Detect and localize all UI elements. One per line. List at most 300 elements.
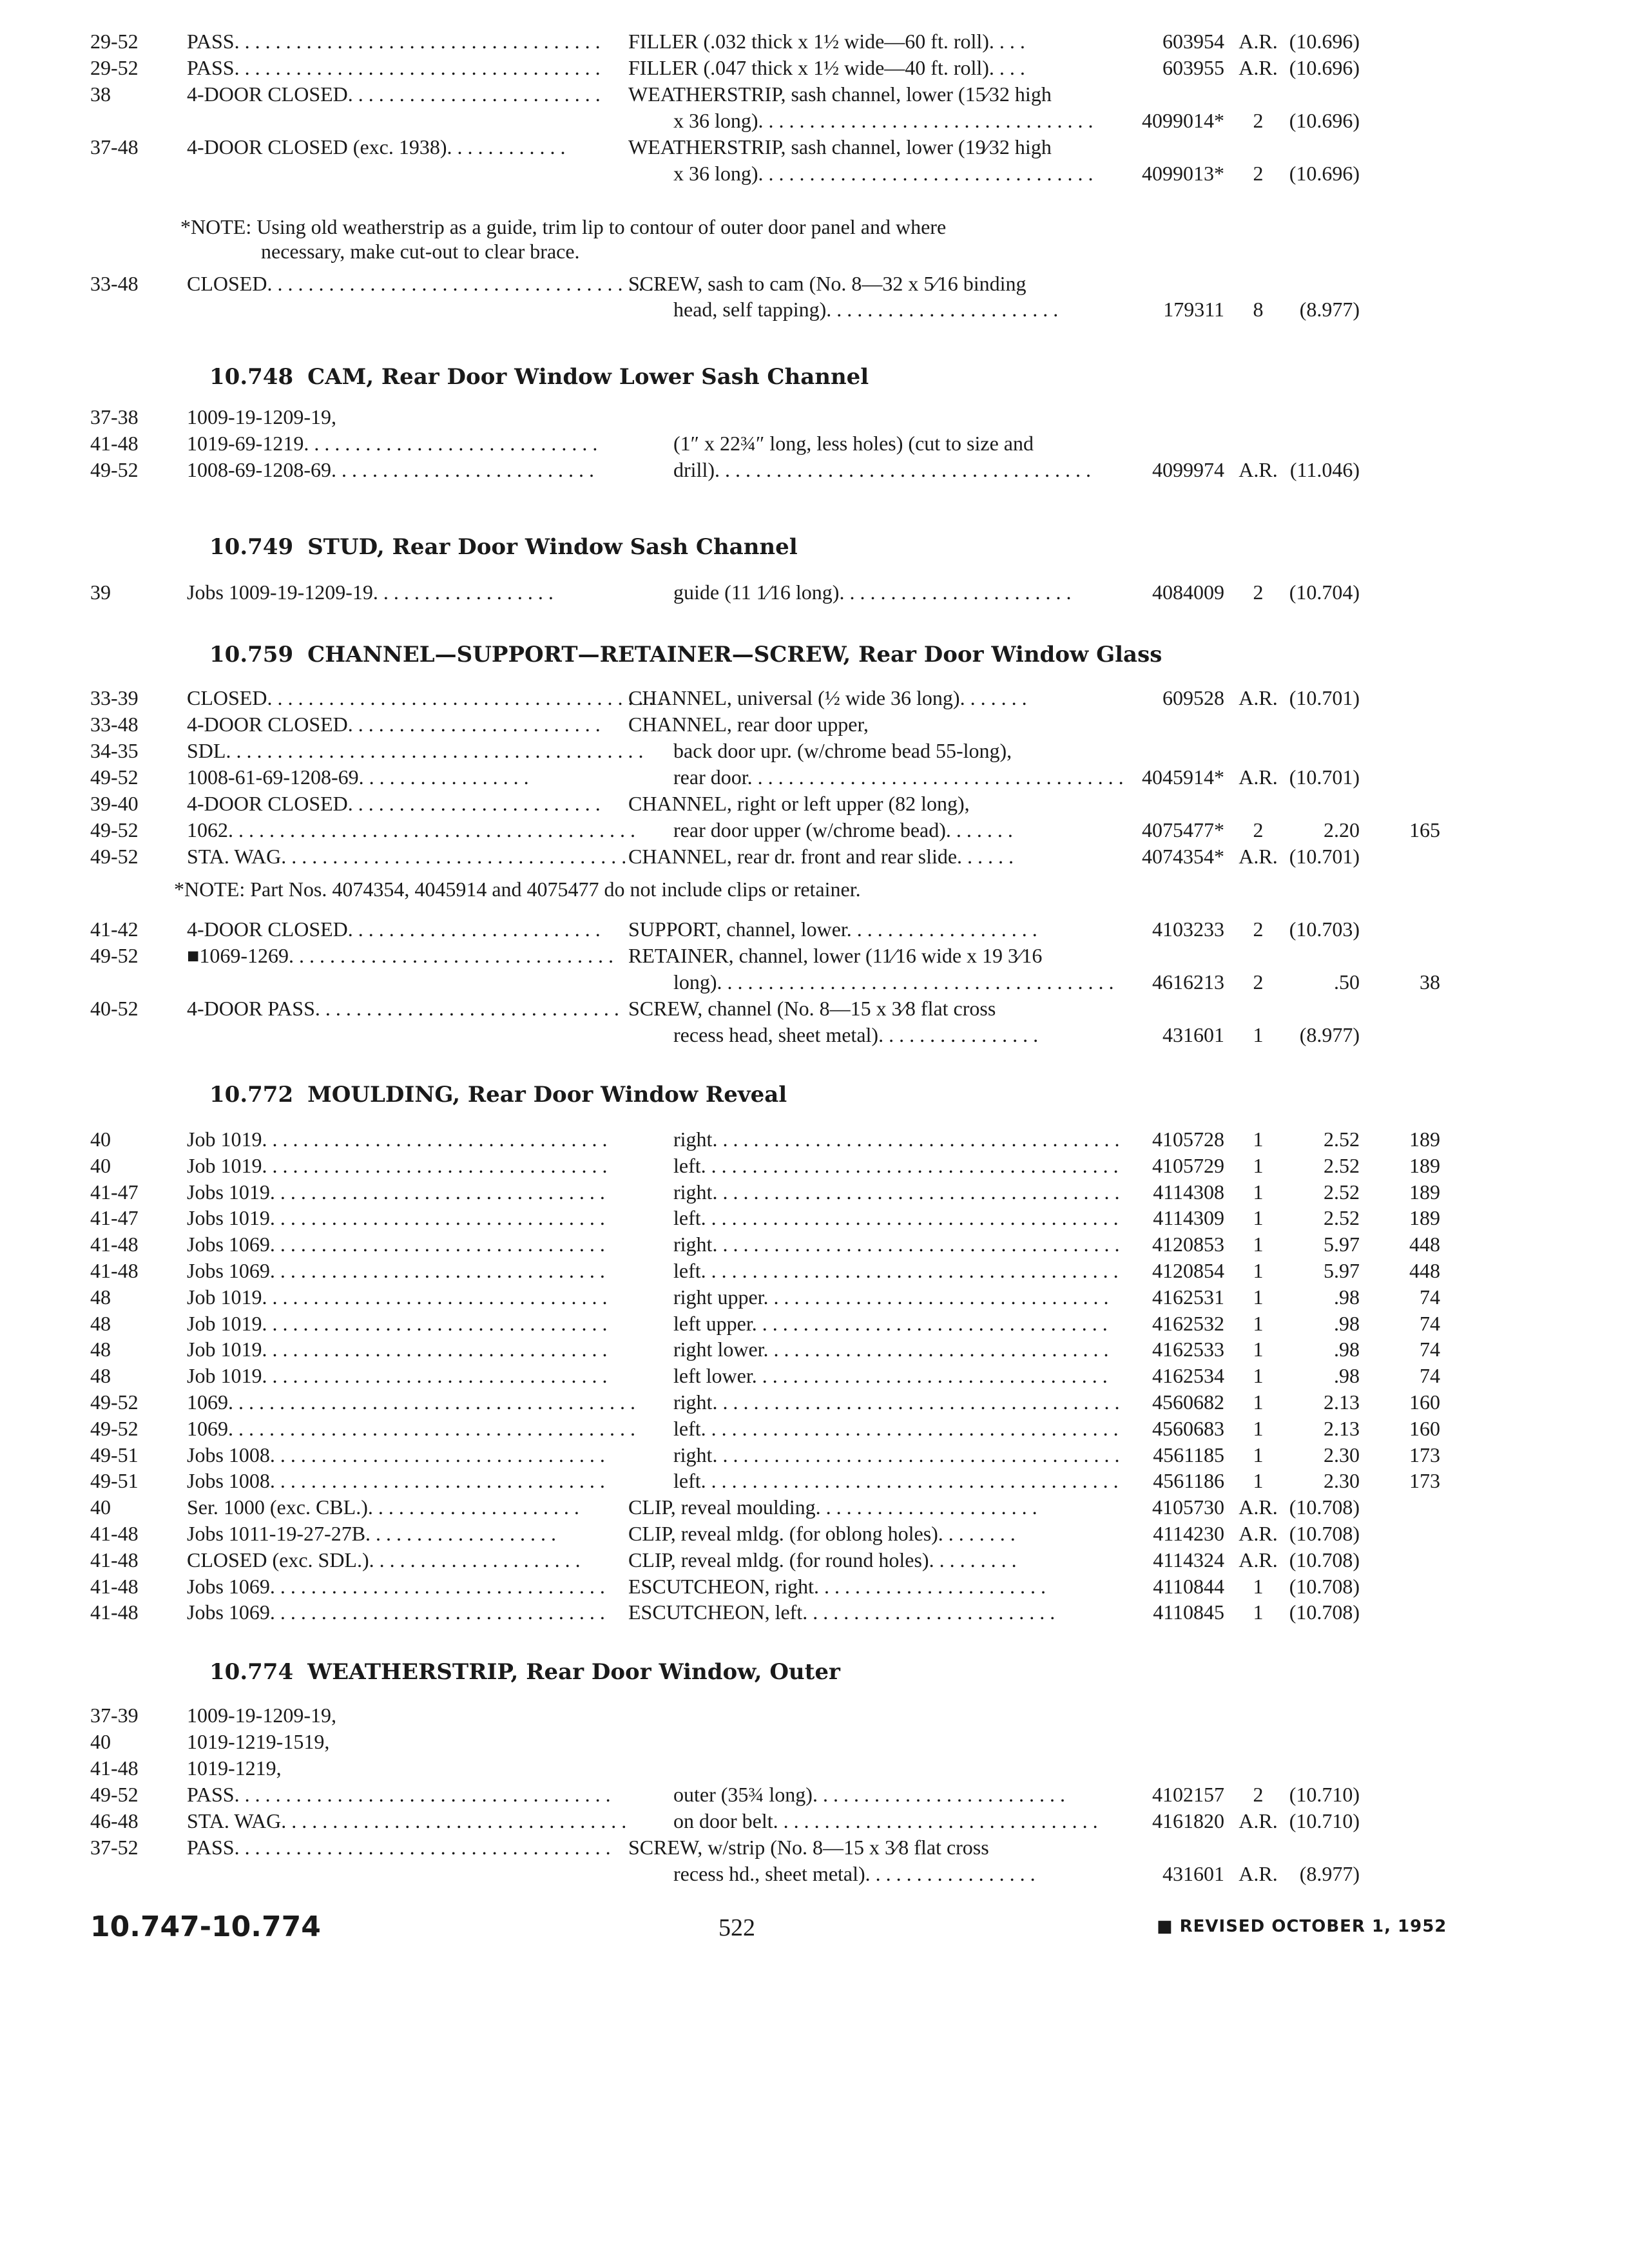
price-or-reference: (8.977)	[1299, 1862, 1360, 1885]
quantity: 1	[1253, 1311, 1264, 1335]
model-body: 4-DOOR CLOSED. . . . . . . . . . . . . . . . . . . . . . . . .	[187, 792, 601, 815]
table-row	[0, 269, 1629, 298]
part-number: 4110845	[1153, 1600, 1224, 1624]
quantity: A.R.	[1239, 1809, 1278, 1832]
year-range: 33-39	[90, 686, 139, 709]
group-code: 74	[1420, 1338, 1440, 1361]
year-range: 33-48	[90, 272, 139, 295]
part-number: 4114309	[1153, 1206, 1224, 1230]
quantity: 1	[1253, 1364, 1264, 1388]
year-range: 48	[90, 1285, 111, 1309]
weatherstrip-note-line-2: necessary, make cut-out to clear brace.	[261, 240, 580, 263]
year-range: 49-52	[90, 818, 139, 841]
group-code: 74	[1420, 1311, 1440, 1335]
year-range: 41-48	[90, 1756, 139, 1780]
part-description: CLIP, reveal mldg. (for round holes). . . . . . . . .	[628, 1548, 1017, 1571]
model-body: Jobs 1008. . . . . . . . . . . . . . . . . . . . . . . . . . . . . . . . .	[187, 1469, 605, 1493]
group-code: 165	[1409, 818, 1440, 841]
part-description: head, self tapping). . . . . . . . . . . . . . . . . . . . . . .	[673, 298, 1059, 321]
year-range: 33-48	[90, 713, 139, 736]
quantity: 2	[1253, 1783, 1264, 1806]
part-number: 4616213	[1152, 970, 1224, 994]
model-body: Job 1019. . . . . . . . . . . . . . . . . . . . . . . . . . . . . . . . . .	[187, 1153, 608, 1177]
group-code: 189	[1409, 1180, 1440, 1204]
year-range: 41-42	[90, 918, 139, 941]
part-description: x 36 long). . . . . . . . . . . . . . . . . . . . . . . . . . . . . . . . .	[673, 162, 1094, 185]
part-number: 431601	[1162, 1862, 1224, 1885]
part-description: (1″ x 22¾″ long, less holes) (cut to size and	[673, 432, 1034, 455]
part-description: CLIP, reveal moulding. . . . . . . . . . . . . . . . . . . . . .	[628, 1495, 1037, 1519]
model-body: STA. WAG. . . . . . . . . . . . . . . . . . . . . . . . . . . . . . . . . .	[187, 1809, 627, 1832]
part-description: ESCUTCHEON, right. . . . . . . . . . . . . . . . . . . . . . .	[628, 1574, 1046, 1598]
price-or-reference: (10.704)	[1289, 581, 1360, 604]
year-range: 41-48	[90, 1574, 139, 1598]
part-number: 4075477*	[1142, 818, 1224, 841]
section-heading-10759	[209, 640, 1162, 669]
part-number: 431601	[1162, 1023, 1224, 1046]
part-description: rear door. . . . . . . . . . . . . . . . . . . . . . . . . . . . . . . . . . . . .	[673, 765, 1124, 789]
table-row	[0, 133, 1629, 161]
table-row	[0, 789, 1629, 818]
model-body: STA. WAG. . . . . . . . . . . . . . . . . . . . . . . . . . . . . . . . . .	[187, 845, 627, 868]
table-row	[0, 1833, 1629, 1861]
part-description: SCREW, sash to cam (No. 8—32 x 5⁄16 binding	[628, 272, 1027, 295]
quantity: A.R.	[1239, 686, 1278, 709]
part-number: 4099974	[1152, 458, 1224, 481]
table-row	[0, 915, 1629, 943]
model-body: Jobs 1008. . . . . . . . . . . . . . . . . . . . . . . . . . . . . . . . .	[187, 1443, 605, 1466]
revision-date: ■ REVISED OCTOBER 1, 1952	[1157, 1917, 1447, 1936]
model-body: Jobs 1069. . . . . . . . . . . . . . . . . . . . . . . . . . . . . . . . .	[187, 1259, 605, 1282]
quantity: A.R.	[1239, 765, 1278, 789]
part-number: 603955	[1162, 56, 1224, 79]
table-row	[0, 1309, 1629, 1338]
year-range: 40	[90, 1730, 111, 1753]
table-row	[0, 456, 1629, 484]
part-number: 4099014*	[1142, 109, 1224, 132]
table-row	[0, 1414, 1629, 1443]
model-body: Jobs 1069. . . . . . . . . . . . . . . . . . . . . . . . . . . . . . . . .	[187, 1233, 605, 1256]
group-code: 448	[1409, 1259, 1440, 1282]
table-row	[0, 1807, 1629, 1835]
year-range: 41-48	[90, 1548, 139, 1571]
part-description: SCREW, channel (No. 8—15 x 3⁄8 flat cross	[628, 997, 996, 1020]
part-description: left. . . . . . . . . . . . . . . . . . . . . . . . . . . . . . . . . . . . . . . . .	[673, 1206, 1119, 1230]
page-number: 522	[718, 1914, 755, 1941]
part-description: long). . . . . . . . . . . . . . . . . . . . . . . . . . . . . . . . . . . . . . .	[673, 970, 1114, 994]
model-body: 1008-69-1208-69. . . . . . . . . . . . . . . . . . . . . . . . . .	[187, 458, 594, 481]
year-range: 41-48	[90, 1522, 139, 1545]
table-row	[0, 1441, 1629, 1469]
year-range: 49-52	[90, 944, 139, 967]
group-code: 448	[1409, 1233, 1440, 1256]
part-description: left. . . . . . . . . . . . . . . . . . . . . . . . . . . . . . . . . . . . . . . . .	[673, 1469, 1119, 1493]
price-or-reference: (10.708)	[1289, 1548, 1360, 1571]
quantity: A.R.	[1239, 458, 1278, 481]
part-description: rear door upper (w/chrome bead). . . . . . .	[673, 818, 1013, 841]
year-range: 39-40	[90, 792, 139, 815]
model-body: CLOSED (exc. SDL.). . . . . . . . . . . . . . . . . . . . .	[187, 1548, 581, 1571]
quantity: 2	[1253, 918, 1264, 941]
part-number: 4103233	[1152, 918, 1224, 941]
part-description: right. . . . . . . . . . . . . . . . . . . . . . . . . . . . . . . . . . . . . . . .	[673, 1233, 1120, 1256]
model-body: 4-DOOR CLOSED. . . . . . . . . . . . . . . . . . . . . . . . .	[187, 82, 601, 106]
model-body: 4-DOOR CLOSED. . . . . . . . . . . . . . . . . . . . . . . . .	[187, 918, 601, 941]
part-description: left. . . . . . . . . . . . . . . . . . . . . . . . . . . . . . . . . . . . . . . . .	[673, 1259, 1119, 1282]
year-range: 41-48	[90, 1259, 139, 1282]
section-title: CAM, Rear Door Window Lower Sash Channel	[307, 364, 869, 390]
part-description: SUPPORT, channel, lower. . . . . . . . . . . . . . . . . . .	[628, 918, 1037, 941]
part-description: left. . . . . . . . . . . . . . . . . . . . . . . . . . . . . . . . . . . . . . . . .	[673, 1416, 1119, 1440]
part-number: 4561186	[1153, 1469, 1224, 1493]
price-or-reference: 2.13	[1324, 1416, 1360, 1440]
quantity: A.R.	[1239, 56, 1278, 79]
price-or-reference: 2.30	[1324, 1469, 1360, 1493]
model-body: Jobs 1019. . . . . . . . . . . . . . . . . . . . . . . . . . . . . . . . .	[187, 1206, 605, 1230]
price-or-reference: (10.703)	[1289, 918, 1360, 941]
model-body: Job 1019. . . . . . . . . . . . . . . . . . . . . . . . . . . . . . . . . .	[187, 1128, 608, 1151]
year-range: 41-48	[90, 432, 139, 455]
year-range: 40	[90, 1128, 111, 1151]
model-body: 4-DOOR CLOSED. . . . . . . . . . . . . . . . . . . . . . . . .	[187, 713, 601, 736]
part-number: 4110844	[1153, 1574, 1224, 1598]
table-row	[0, 763, 1629, 791]
model-body: Job 1019. . . . . . . . . . . . . . . . . . . . . . . . . . . . . . . . . .	[187, 1311, 608, 1335]
quantity: A.R.	[1239, 30, 1278, 53]
price-or-reference: (11.046)	[1289, 458, 1360, 481]
part-description: SCREW, w/strip (No. 8—15 x 3⁄8 flat cross	[628, 1836, 989, 1859]
price-or-reference: (10.710)	[1289, 1809, 1360, 1832]
section-heading-10749	[209, 532, 798, 562]
table-row	[0, 1598, 1629, 1626]
table-row	[0, 1361, 1629, 1390]
year-range: 39	[90, 581, 111, 604]
weatherstrip-note-line-1: *NOTE: Using old weatherstrip as a guide, trim lip to contour of outer door panel and where	[180, 215, 947, 238]
part-description: left upper. . . . . . . . . . . . . . . . . . . . . . . . . . . . . . . . . . .	[673, 1311, 1108, 1335]
quantity: 1	[1253, 1469, 1264, 1493]
group-code: 189	[1409, 1206, 1440, 1230]
part-description: left. . . . . . . . . . . . . . . . . . . . . . . . . . . . . . . . . . . . . . . . .	[673, 1153, 1119, 1177]
section-number: 10.774	[209, 1659, 294, 1685]
part-number: 4162533	[1152, 1338, 1224, 1361]
model-body: PASS. . . . . . . . . . . . . . . . . . . . . . . . . . . . . . . . . . . . .	[187, 1783, 611, 1806]
quantity: 8	[1253, 298, 1264, 321]
table-row	[0, 1493, 1629, 1521]
table-row	[0, 1727, 1629, 1756]
price-or-reference: (10.696)	[1289, 30, 1360, 53]
year-range: 41-48	[90, 1600, 139, 1624]
model-body: Jobs 1011-19-27-27B. . . . . . . . . . . . . . . . . . .	[187, 1522, 557, 1545]
year-range: 48	[90, 1338, 111, 1361]
group-code: 160	[1409, 1390, 1440, 1414]
part-number: 4560683	[1152, 1416, 1224, 1440]
part-description: back door upr. (w/chrome bead 55-long),	[673, 739, 1012, 762]
table-row	[0, 816, 1629, 844]
group-code: 189	[1409, 1128, 1440, 1151]
model-body: Job 1019. . . . . . . . . . . . . . . . . . . . . . . . . . . . . . . . . .	[187, 1364, 608, 1388]
section-number: 10.759	[209, 642, 294, 668]
group-code: 173	[1409, 1443, 1440, 1466]
quantity: A.R.	[1239, 1548, 1278, 1571]
part-description: drill). . . . . . . . . . . . . . . . . . . . . . . . . . . . . . . . . . . . .	[673, 458, 1091, 481]
part-description: outer (35¾ long). . . . . . . . . . . . . . . . . . . . . . . . .	[673, 1783, 1065, 1806]
part-number: 179311	[1163, 298, 1224, 321]
group-code: 189	[1409, 1153, 1440, 1177]
part-number: 4162531	[1152, 1285, 1224, 1309]
year-range: 38	[90, 82, 111, 106]
part-description: right lower. . . . . . . . . . . . . . . . . . . . . . . . . . . . . . . . . .	[673, 1338, 1109, 1361]
price-or-reference: (8.977)	[1299, 1023, 1360, 1046]
model-body: 1019-69-1219. . . . . . . . . . . . . . . . . . . . . . . . . . . . .	[187, 432, 598, 455]
year-range: 40	[90, 1153, 111, 1177]
model-body: Job 1019. . . . . . . . . . . . . . . . . . . . . . . . . . . . . . . . . .	[187, 1338, 608, 1361]
part-description: CHANNEL, right or left upper (82 long),	[628, 792, 970, 815]
price-or-reference: (10.701)	[1289, 765, 1360, 789]
quantity: 1	[1253, 1128, 1264, 1151]
table-row	[0, 1388, 1629, 1416]
table-row	[0, 710, 1629, 738]
year-range: 48	[90, 1311, 111, 1335]
year-range: 40-52	[90, 997, 139, 1020]
part-number: 4561185	[1153, 1443, 1224, 1466]
part-number: 4114230	[1153, 1522, 1224, 1545]
part-number: 4084009	[1152, 581, 1224, 604]
quantity: A.R.	[1239, 1522, 1278, 1545]
group-code: 74	[1420, 1364, 1440, 1388]
price-or-reference: .98	[1334, 1311, 1360, 1335]
section-title: MOULDING, Rear Door Window Reveal	[307, 1082, 787, 1108]
price-or-reference: 2.30	[1324, 1443, 1360, 1466]
quantity: 2	[1253, 581, 1264, 604]
channel-clip-note: *NOTE: Part Nos. 4074354, 4045914 and 4075477 do not include clips or retainer.	[174, 878, 861, 901]
model-body: 1069. . . . . . . . . . . . . . . . . . . . . . . . . . . . . . . . . . . . . . . .	[187, 1416, 635, 1440]
part-number: 4045914*	[1142, 765, 1224, 789]
part-number: 4120854	[1152, 1259, 1224, 1282]
price-or-reference: (10.701)	[1289, 845, 1360, 868]
year-range: 41-47	[90, 1206, 139, 1230]
year-range: 49-52	[90, 1390, 139, 1414]
quantity: 2	[1253, 970, 1264, 994]
table-row	[0, 736, 1629, 765]
part-number: 4074354*	[1142, 845, 1224, 868]
part-description: right. . . . . . . . . . . . . . . . . . . . . . . . . . . . . . . . . . . . . . . .	[673, 1180, 1120, 1204]
part-description: right. . . . . . . . . . . . . . . . . . . . . . . . . . . . . . . . . . . . . . . .	[673, 1443, 1120, 1466]
table-row	[0, 1021, 1629, 1049]
year-range: 49-52	[90, 765, 139, 789]
table-row	[0, 1754, 1629, 1782]
part-description: recess hd., sheet metal). . . . . . . . . . . . . . . . .	[673, 1862, 1036, 1885]
part-number: 4105730	[1152, 1495, 1224, 1519]
group-code: 173	[1409, 1469, 1440, 1493]
part-number: 603954	[1162, 30, 1224, 53]
year-range: 29-52	[90, 30, 139, 53]
price-or-reference: .98	[1334, 1338, 1360, 1361]
part-description: CHANNEL, universal (½ wide 36 long). . . . . . .	[628, 686, 1027, 709]
price-or-reference: (10.701)	[1289, 686, 1360, 709]
part-description: recess head, sheet metal). . . . . . . . . . . . . . . .	[673, 1023, 1039, 1046]
model-body: 1062. . . . . . . . . . . . . . . . . . . . . . . . . . . . . . . . . . . . . . . .	[187, 818, 635, 841]
table-row	[0, 1780, 1629, 1809]
part-description: CHANNEL, rear dr. front and rear slide. . . . . .	[628, 845, 1014, 868]
table-row	[0, 1466, 1629, 1495]
part-number: 4105729	[1152, 1153, 1224, 1177]
price-or-reference: 2.52	[1324, 1180, 1360, 1204]
table-row	[0, 1151, 1629, 1180]
part-number: 4120853	[1152, 1233, 1224, 1256]
model-body: SDL. . . . . . . . . . . . . . . . . . . . . . . . . . . . . . . . . . . . . . . . .	[187, 739, 644, 762]
quantity: 1	[1253, 1259, 1264, 1282]
year-range: 40	[90, 1495, 111, 1519]
model-body: PASS. . . . . . . . . . . . . . . . . . . . . . . . . . . . . . . . . . . .	[187, 56, 601, 79]
part-description: FILLER (.032 thick x 1½ wide—60 ft. roll). . . .	[628, 30, 1025, 53]
section-number: 10.748	[209, 364, 294, 390]
price-or-reference: (10.696)	[1289, 162, 1360, 185]
part-description: CLIP, reveal mldg. (for oblong holes). . . . . . . .	[628, 1522, 1016, 1545]
part-description: FILLER (.047 thick x 1½ wide—40 ft. roll). . . .	[628, 56, 1025, 79]
quantity: 1	[1253, 1443, 1264, 1466]
year-range: 49-52	[90, 1416, 139, 1440]
model-body: PASS. . . . . . . . . . . . . . . . . . . . . . . . . . . . . . . . . . . .	[187, 30, 601, 53]
part-description: CHANNEL, rear door upper,	[628, 713, 869, 736]
price-or-reference: 2.13	[1324, 1390, 1360, 1414]
quantity: 1	[1253, 1600, 1264, 1624]
section-heading-10772	[209, 1080, 787, 1110]
quantity: 1	[1253, 1574, 1264, 1598]
model-body: Jobs 1069. . . . . . . . . . . . . . . . . . . . . . . . . . . . . . . . .	[187, 1600, 605, 1624]
part-description: WEATHERSTRIP, sash channel, lower (15⁄32 high	[628, 82, 1052, 106]
group-code: 160	[1409, 1416, 1440, 1440]
price-or-reference: 2.20	[1324, 818, 1360, 841]
table-row	[0, 53, 1629, 82]
price-or-reference: .98	[1334, 1285, 1360, 1309]
table-row	[0, 403, 1629, 431]
model-body: 1008-61-69-1208-69. . . . . . . . . . . . . . . . .	[187, 765, 529, 789]
part-number: 4560682	[1152, 1390, 1224, 1414]
table-row	[0, 941, 1629, 970]
table-row	[0, 1335, 1629, 1363]
model-body: Jobs 1009-19-1209-19. . . . . . . . . . . . . . . . . .	[187, 581, 554, 604]
table-row	[0, 1860, 1629, 1888]
part-number: 4105728	[1152, 1128, 1224, 1151]
year-range: 48	[90, 1364, 111, 1388]
year-range: 41-47	[90, 1180, 139, 1204]
table-row	[0, 968, 1629, 996]
quantity: 1	[1253, 1180, 1264, 1204]
part-description: RETAINER, channel, lower (11⁄16 wide x 19 3⁄16	[628, 944, 1043, 967]
part-description: right. . . . . . . . . . . . . . . . . . . . . . . . . . . . . . . . . . . . . . . .	[673, 1390, 1120, 1414]
price-or-reference: 2.52	[1324, 1128, 1360, 1151]
price-or-reference: (10.696)	[1289, 56, 1360, 79]
price-or-reference: (10.708)	[1289, 1522, 1360, 1545]
table-row	[0, 1572, 1629, 1600]
model-body: CLOSED. . . . . . . . . . . . . . . . . . . . . . . . . . . . . . . . . . . . . . .	[187, 272, 664, 295]
table-row	[0, 159, 1629, 187]
section-heading-10748	[209, 362, 869, 392]
year-range: 37-52	[90, 1836, 139, 1859]
table-row	[0, 80, 1629, 108]
quantity: 1	[1253, 1338, 1264, 1361]
model-body: Ser. 1000 (exc. CBL.). . . . . . . . . . . . . . . . . . . . .	[187, 1495, 579, 1519]
price-or-reference: 5.97	[1324, 1233, 1360, 1256]
year-range: 29-52	[90, 56, 139, 79]
table-row	[0, 1701, 1629, 1729]
year-range: 49-51	[90, 1443, 139, 1466]
year-range: 37-48	[90, 135, 139, 159]
part-description: WEATHERSTRIP, sash channel, lower (19⁄32 high	[628, 135, 1052, 159]
year-range: 49-51	[90, 1469, 139, 1493]
price-or-reference: .98	[1334, 1364, 1360, 1388]
part-number: 4162534	[1152, 1364, 1224, 1388]
model-body: 1019-1219,	[187, 1756, 282, 1780]
part-number: 609528	[1162, 686, 1224, 709]
model-body: ■1069-1269. . . . . . . . . . . . . . . . . . . . . . . . . . . . . . . .	[187, 944, 613, 967]
page-section-range: 10.747-10.774	[90, 1910, 321, 1943]
section-title: WEATHERSTRIP, Rear Door Window, Outer	[307, 1659, 840, 1685]
quantity: 2	[1253, 162, 1264, 185]
price-or-reference: 5.97	[1324, 1259, 1360, 1282]
price-or-reference: 2.52	[1324, 1206, 1360, 1230]
section-title: CHANNEL—SUPPORT—RETAINER—SCREW, Rear Door Window Glass	[307, 642, 1162, 668]
table-row	[0, 1230, 1629, 1258]
model-body: CLOSED. . . . . . . . . . . . . . . . . . . . . . . . . . . . . . . . . . . . . . .	[187, 686, 664, 709]
part-description: right upper. . . . . . . . . . . . . . . . . . . . . . . . . . . . . . . . . .	[673, 1285, 1109, 1309]
model-body: PASS. . . . . . . . . . . . . . . . . . . . . . . . . . . . . . . . . . . . .	[187, 1836, 611, 1859]
group-code: 38	[1420, 970, 1440, 994]
part-number: 4161820	[1152, 1809, 1224, 1832]
price-or-reference: (10.710)	[1289, 1783, 1360, 1806]
year-range: 49-52	[90, 458, 139, 481]
table-row	[0, 1256, 1629, 1285]
quantity: 1	[1253, 1233, 1264, 1256]
model-body: 4-DOOR CLOSED (exc. 1938). . . . . . . . . . . .	[187, 135, 566, 159]
price-or-reference: (10.708)	[1289, 1495, 1360, 1519]
model-body: 1069. . . . . . . . . . . . . . . . . . . . . . . . . . . . . . . . . . . . . . . .	[187, 1390, 635, 1414]
model-body: 1009-19-1209-19,	[187, 1704, 336, 1727]
model-body: Jobs 1019. . . . . . . . . . . . . . . . . . . . . . . . . . . . . . . . .	[187, 1180, 605, 1204]
section-number: 10.772	[209, 1082, 294, 1108]
price-or-reference: (10.708)	[1289, 1600, 1360, 1624]
year-range: 37-38	[90, 405, 139, 428]
year-range: 37-39	[90, 1704, 139, 1727]
section-heading-10774	[209, 1657, 840, 1687]
part-number: 4102157	[1152, 1783, 1224, 1806]
part-description: right. . . . . . . . . . . . . . . . . . . . . . . . . . . . . . . . . . . . . . . .	[673, 1128, 1120, 1151]
part-description: guide (11 1⁄16 long). . . . . . . . . . . . . . . . . . . . . . .	[673, 581, 1072, 604]
model-body: 4-DOOR PASS. . . . . . . . . . . . . . . . . . . . . . . . . . . . . .	[187, 997, 619, 1020]
table-row	[0, 1519, 1629, 1548]
quantity: 2	[1253, 818, 1264, 841]
quantity: 1	[1253, 1390, 1264, 1414]
table-row	[0, 27, 1629, 55]
quantity: 1	[1253, 1023, 1264, 1046]
quantity: 1	[1253, 1206, 1264, 1230]
quantity: A.R.	[1239, 845, 1278, 868]
part-description: x 36 long). . . . . . . . . . . . . . . . . . . . . . . . . . . . . . . . .	[673, 109, 1094, 132]
part-description: on door belt. . . . . . . . . . . . . . . . . . . . . . . . . . . . . . . .	[673, 1809, 1098, 1832]
year-range: 46-48	[90, 1809, 139, 1832]
table-row	[0, 842, 1629, 870]
part-number: 4162532	[1152, 1311, 1224, 1335]
quantity: 1	[1253, 1153, 1264, 1177]
table-row	[0, 1204, 1629, 1232]
price-or-reference: .50	[1334, 970, 1360, 994]
table-row	[0, 429, 1629, 457]
price-or-reference: (8.977)	[1299, 298, 1360, 321]
table-row	[0, 295, 1629, 323]
section-number: 10.749	[209, 534, 294, 560]
table-row	[0, 1283, 1629, 1311]
price-or-reference: 2.52	[1324, 1153, 1360, 1177]
